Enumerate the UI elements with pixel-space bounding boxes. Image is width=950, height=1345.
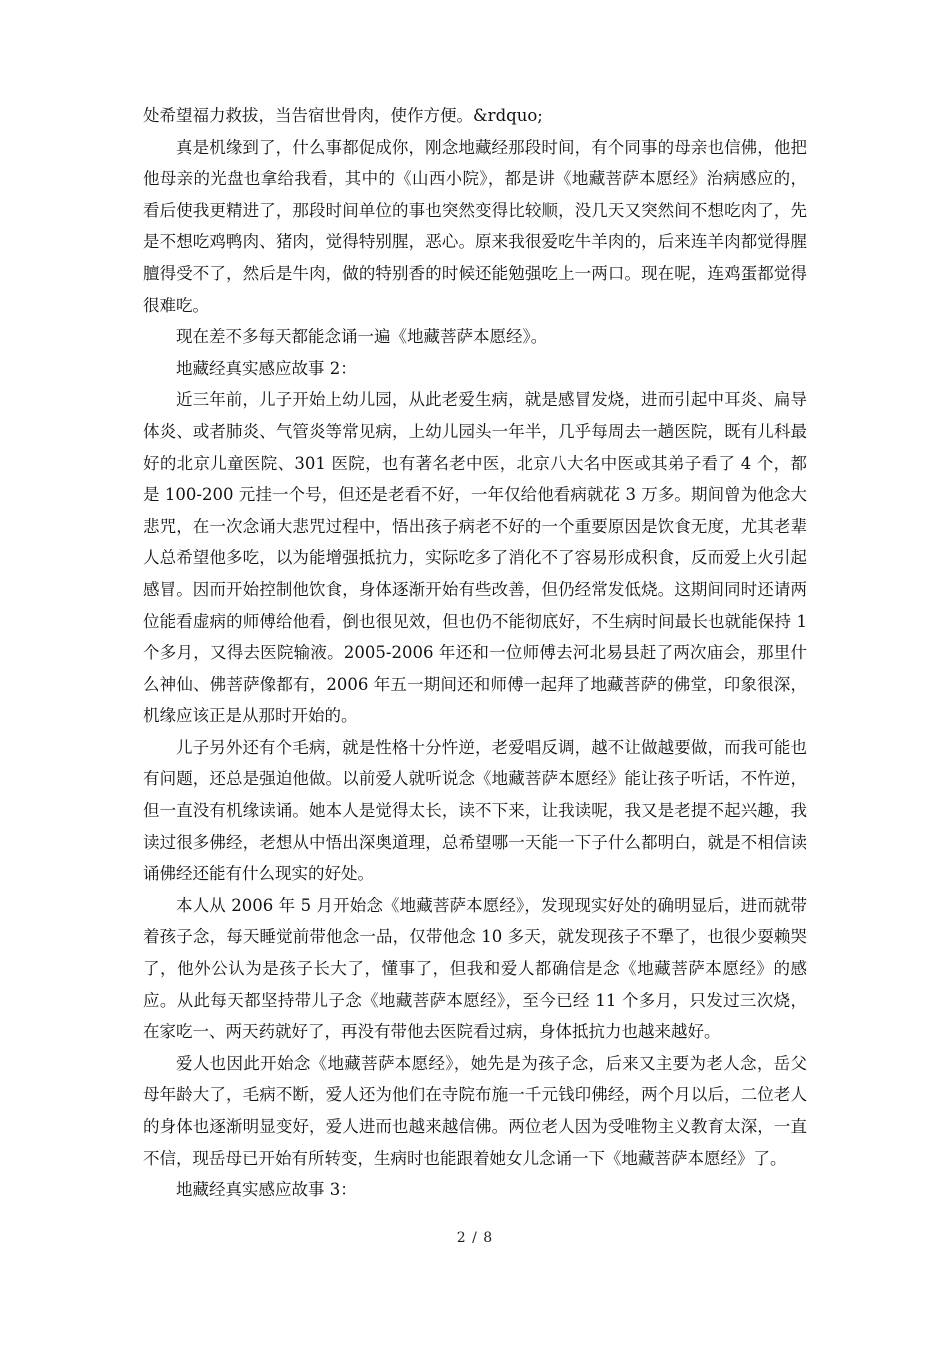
section-heading: 地藏经真实感应故事 2： [176, 358, 357, 378]
document-body [143, 100, 807, 1206]
paragraph: 本人从 2006 年 5 月开始念《地藏菩萨本愿经》，发现现实好处的确明显后，进而就带着孩子念，每天睡觉前带他念一品，仅带他念 10 多天，就发现孩子不犟了，也很少耍赖哭了，他外公认为是孩子长大了，懂事了，但我和爱人都确信是念《地藏菩萨本愿经》的感应。从此每天都坚持带儿子念《地藏菩萨本愿经》，至今已经 11 个多月，只发过三次烧，在家吃一、两天药就好了，再没有带他去医院看过病，身体抵抗力也越来越好。 [143, 895, 807, 1042]
paragraph: 现在差不多每天都能念诵一遍《地藏菩萨本愿经》。 [176, 327, 548, 347]
page-number: 2 / 8 [456, 1230, 494, 1246]
paragraph: 近三年前，儿子开始上幼儿园，从此老爱生病，就是感冒发烧，进而引起中耳炎、扁导体炎、或者肺炎、气管炎等常见病，上幼儿园头一年半，几乎每周去一趟医院，既有儿科最好的北京儿童医院、301 医院，也有著名老中医，北京八大名中医或其弟子看了 4 个，都是 100-200 元挂一个号，但还是老看不好，一年仅给他看病就花 3 万多。期间曾为他念大悲咒，在一次念诵大悲咒过程中，悟出孩子病老不好的一个重要原因是饮食无度，尤其老辈人总希望他多吃，以为能增强抵抗力，实际吃多了消化不了容易形成积食，反而爱上火引起感冒。因而开始控制他饮食，身体逐渐开始有些改善，但仍经常发低烧。这期间同时还请两位能看虚病的师傅给他看，倒也很见效，但也仍不能彻底好，不生病时间最长也就能保持 1 个多月，又得去医院输液。2005-2006 年还和一位师傅去河北易县赶了两次庙会，那里什么神仙、佛菩萨像都有，2006 年五一期间还和师傅一起拜了地藏菩萨的佛堂，印象很深，机缘应该正是从那时开始的。 [143, 390, 807, 726]
paragraph-continuation: 处希望福力救拔，当告宿世骨肉，使作方便。&rdquo; [143, 106, 543, 125]
paragraph: 爱人也因此开始念《地藏菩萨本愿经》，她先是为孩子念，后来又主要为老人念，岳父母年龄大了，毛病不断，爱人还为他们在寺院布施一千元钱印佛经，两个月以后，二位老人的身体也逐渐明显变好，爱人进而也越来越信佛。两位老人因为受唯物主义教育太深，一直不信，现岳母已开始有所转变，生病时也能跟着她女儿念诵一下《地藏菩萨本愿经》了。 [143, 1053, 807, 1168]
paragraph: 真是机缘到了，什么事都促成你，刚念地藏经那段时间，有个同事的母亲也信佛，他把他母亲的光盘也拿给我看，其中的《山西小院》，都是讲《地藏菩萨本愿经》治病感应的，看后使我更精进了，那段时间单位的事也突然变得比较顺，没几天又突然间不想吃肉了，先是不想吃鸡鸭肉、猪肉，觉得特别腥，恶心。原来我很爱吃牛羊肉的，后来连羊肉都觉得腥膻得受不了，然后是牛肉，做的特别香的时候还能勉强吃上一两口。现在呢，连鸡蛋都觉得很难吃。 [143, 137, 807, 315]
paragraph: 儿子另外还有个毛病，就是性格十分忤逆，老爱唱反调，越不让做越要做，而我可能也有问题，还总是强迫他做。以前爱人就听说念《地藏菩萨本愿经》能让孩子听话，不忤逆，但一直没有机缘读诵。她本人是觉得太长，读不下来，让我读呢，我又是老提不起兴趣，我读过很多佛经，老想从中悟出深奥道理，总希望哪一天能一下子什么都明白，就是不相信读诵佛经还能有什么现实的好处。 [143, 737, 807, 884]
section-heading: 地藏经真实感应故事 3： [176, 1180, 357, 1200]
